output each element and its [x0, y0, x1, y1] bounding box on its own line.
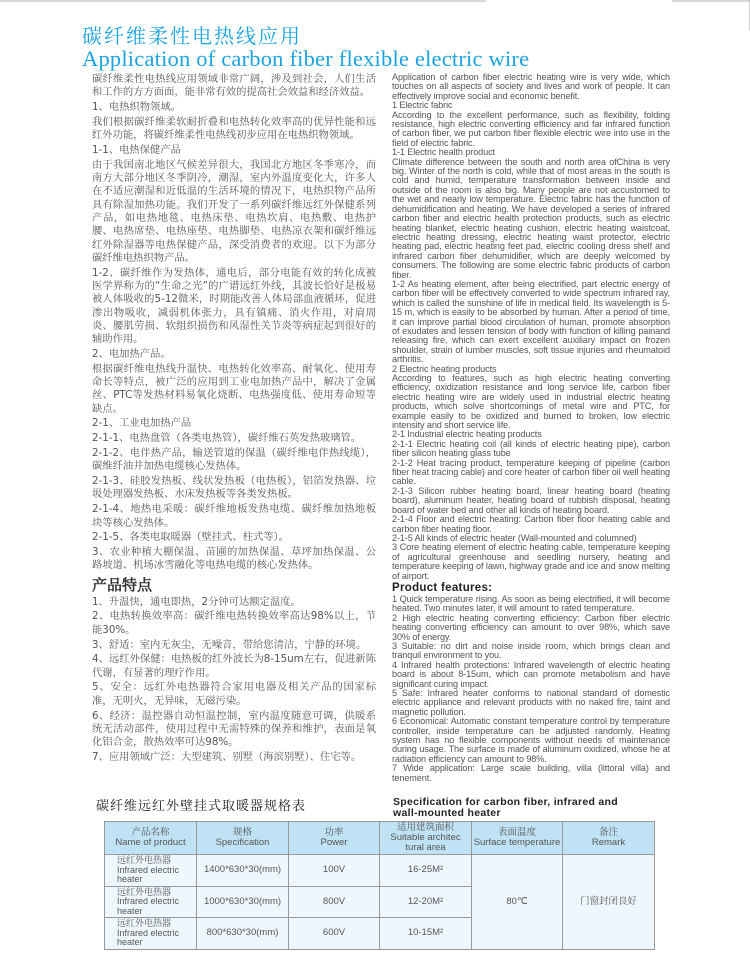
table-row — [105, 855, 655, 887]
feature-item: 5 Safe: Infrared heater conforms to national standard of domestic electric appliance and relevant products with no naked fire, taint and magnetic pollution. — [392, 688, 670, 717]
feature-item: 2 High electric heating converting efficiency: Carbon fiber electric heating converting efficiency can amount to over 98%, which save 30% of energy. — [392, 612, 670, 642]
paragraph: Climate difference between the south and north area ofChina is very big. Winter of the north is cold, while that of most areas in the south is cold and humid, temperature transformation between inside and outside of the room is also big. Many people are not accustomed to the wet and nearly low temperature. Electric fabric has the function of dehumidification and heating. We have developed a series of infrared carbon fiber and electric health protection products, such as electric heating blanket, electric heating cushion, electric heating waistcoat, electric heating dressing, electric heating waist protector, electric heating pad, electric heating feet pad, electric cooling dress shelf and infrared carbon fiber dehumidifier, which are deeply welcomed by consumers. The following are some electric fabric products of carbon fiber. — [392, 156, 670, 280]
paragraph: 碳纤维柔性电热线应用领域非常广阔，涉及到社会，人们生活和工作的方方面面，能非常有效的提高社会效益和经济效益。 — [92, 73, 376, 99]
top-divider-right — [672, 0, 750, 2]
paragraph: According to features, such as high electric heating converting efficiency, oxidization resistance and long service life, carbon fiber electric heating wire are widely used in industrial electric heating products, which solve shortcomings of metal wire and PTC, for example easily to be oxidized and burned to broken, low electric intensity and short service life. — [392, 373, 670, 431]
cell-power: 800V — [289, 886, 380, 918]
cell-power: 100V — [289, 855, 380, 887]
paragraph: 2-1-2、电伴热产品，输送管道的保温（碳纤维电伴热线缆），碳维纤油井加热电缆核心发热体。 — [92, 447, 376, 473]
feature-item: 6 Economical: Automatic constant temperature control by temperature controller, inside temperature can be adjusted randomly. Heating system has no flexible components without needs of maintenance during usage. The surface is made of aluminum oxidized, whose he at radiation efficiency can amount to 98%. — [392, 716, 670, 764]
paragraph: 2-1 Industrial electric heating products — [392, 429, 542, 440]
paragraph: 2-1-1、电热盘管（各类电热管），碳纤维石英发热玻璃管。 — [92, 432, 362, 445]
chinese-paragraphs — [92, 73, 376, 573]
feature-item: 1 Quick temperature rising. As soon as being electrified, it will become heated. Two minutes later, it will amount to rated temperature. — [392, 593, 670, 614]
cell-surface-temperature: 80℃ — [472, 855, 563, 950]
page-title-en: Application of carbon fiber flexible electric wire — [82, 46, 530, 71]
feature-item: 3、舒适：室内无灰尘，无噪音，带给您清洁，宁静的环境。 — [92, 638, 367, 651]
cell-spec: 1400*630*30(mm) — [197, 855, 289, 887]
paragraph: 1-1、电热保健产品 — [92, 143, 181, 156]
header-spec: 规格 Specification — [197, 822, 289, 855]
chinese-features — [92, 596, 376, 765]
paragraph: According to the excellent performance, such as flexibility, folding resistance, high electric converting efficiency and far infrared function of carbon fiber, we put carbon fiber flexible electric wire into use in the field of electric fabric. — [392, 109, 670, 148]
features-heading-cn: 产品特点 — [92, 575, 153, 594]
paragraph: 1-2 As heating element, after being electrified, part electric energy of carbon fiber will be effectively converted to wide spectrum infrared ray, which is called the sunshine of life in medical field. Its wavelength is 5-15 m, which is easily to be absorbed by human. After a period of time, it can improve partial blood circulation of human, promote absorption of exudates and lessen tension of body with function of killing painand releasing fire, which can exert excellent auxiliary impact on frozen shoulder, strain of lumber muscles, soft tissue injuries and rheumatoid arthritis. — [392, 278, 670, 365]
cell-name: 远红外电热器 Infrared electric heater — [105, 886, 197, 918]
table-title-en — [393, 797, 618, 819]
paragraph: 3 Core heating element of electric heating cable, temperature keeping of agricultural greenhouse and seedling nursery, heating and temperature keeping of lawn, highway grade and ice and snow melting of airport. — [392, 542, 670, 581]
table-title-en-line1: Specification for carbon fiber, infrared and — [393, 796, 618, 808]
cell-area: 12-20M² — [380, 886, 472, 918]
paragraph: 1 Electric fabric — [392, 100, 453, 111]
table-title-cn: 碳纤维远红外壁挂式取暖器规格表 — [96, 799, 307, 814]
feature-item: 3 Suitable: no dirt and noise inside room, which brings clean and tranquil environment to you. — [392, 640, 670, 661]
paragraph: Application of carbon fiber electric heating wire is very wide, which touches on all aspects of society and lives and work of people. It can effectively improve social and economic benefit. — [392, 72, 670, 101]
header-area: 适用建筑面积 Suitable architec tural area — [380, 822, 472, 855]
paragraph: 由于我国南北地区气候差异很大，我国北方地区冬季寒冷，而南方大部分地区冬季阴冷，潮湿，室内外温度变化大，许多人在不适应潮湿和近低温的生活环境的情况下，电热织物产品所具有除湿加热功能。我们开发了一系列碳纤维远红外保健系列产品，如电热地毯、电热床垫、电热坎肩、电热敷、电热护腰、电热席垫、电热座垫、电热脚垫、电热凉衣架和碳纤维远红外除湿器等电热保健产品，深受消费者的欢迎。以下为部分碳纤维电热织物产品。 — [92, 158, 376, 264]
paragraph: 2-1-4、地热电采暖：碳纤维地板发热电缆、碳纤维加热地板块等核心发热体。 — [92, 503, 376, 529]
paragraph: 2 Electric heating products — [392, 363, 497, 374]
cell-name: 远红外电热器 Infrared electric heater — [105, 855, 197, 887]
feature-item: 5、安全：远红外电热器符合家用电器及相关产品的国家标准，无明火，无异味，无磁污染。 — [92, 681, 376, 707]
feature-item: 4 Infrared health protections: Infrared wavelength of electric heating board is about 8-15um, which can promote metabolism and have significant curing impact. — [392, 659, 670, 689]
english-features — [392, 595, 670, 783]
paragraph: 2-1-5 All kinds of electric heater (Wall-mounted and columned) — [392, 532, 637, 543]
header-name: 产品名称 Name of product — [105, 822, 197, 855]
page-title-cn: 碳纤维柔性电热线应用 — [82, 24, 302, 48]
chinese-column — [92, 73, 376, 766]
cell-name: 远红外电热器 Infrared electric heater — [105, 918, 197, 950]
feature-item: 7、应用领域广泛：大型建筑、别墅（海滨别墅）、住宅等。 — [92, 750, 362, 763]
cell-remark: 门窗封闭良好 — [563, 855, 655, 950]
paragraph: 2-1-4 Floor and electric heating: Carbon fiber floor heating cable and carbon fiber heating floor. — [392, 514, 670, 534]
feature-item: 1、升温快，通电即热，2分钟可达额定温度。 — [92, 595, 301, 608]
header-temp: 表面温度 Surface temperature — [472, 822, 563, 855]
paragraph: 2-1-1 Electric heating coil (all kinds of electric heating pipe), carbon fiber silicon heating glass tube — [392, 438, 670, 459]
paragraph: 2-1、工业电加热产品 — [92, 417, 192, 430]
feature-item: 7 Wide application: Large scale building, villa (littoral villa) and tenement. — [392, 763, 670, 783]
paragraph: 1-2、碳纤维作为发热体，通电后，部分电能有效的转化成被医学界称为的“生命之光”的广谱远红外线，其波长恰好是极易被人体吸收的5-12微米，时期能改善人体局部血液循环，促进渗出物吸收，减弱机体张力，具有镇痛、消火作用，对肩周炎、腰肌劳损、软组织损伤和风湿性关节炎等病症起到很好的辅助作用。 — [92, 266, 376, 346]
top-divider — [0, 0, 486, 2]
feature-item: 4、远红外保健：电热板的红外波长为8-15um左右，促进新陈代谢，有显著的理疗作用。 — [92, 653, 376, 679]
paragraph: 1-1 Electric health product — [392, 147, 495, 158]
cell-spec: 1000*630*30(mm) — [197, 886, 289, 918]
paragraph: 2-1-3 Silicon rubber heating board, linear heating board (heating board), aluminum heater, heating board of rubbish disposal, heating board of water bed and other all kinds of heating board. — [392, 485, 670, 515]
table-title-en-line2: wall-mounted heater — [393, 807, 501, 819]
english-paragraphs — [392, 73, 670, 581]
paragraph: 根据碳纤维电热线升温快、电热转化效率高、耐氧化、使用寿命长等特点，被广泛的应用到工业电加热产品中，解决了金属丝、PTC等发热材料易氧化烧断、电热强度低、使用寿命短等缺点。 — [92, 362, 376, 415]
spec-table — [104, 821, 655, 950]
paragraph: 1、电热织物领域。 — [92, 101, 181, 114]
table-header-row — [105, 822, 655, 855]
feature-item: 2、电热转换效率高：碳纤维电热转换效率高达98%以上，节能30%。 — [92, 610, 376, 636]
paragraph: 3、农业种植大棚保温、苗圃的加热保温、草坪加热保温、公路坡道、机场冰雪融化等电热电缆的核心发热体。 — [92, 546, 376, 572]
paragraph: 2-1-2 Heat tracing product, temperature keeping of pipeline (carbon fiber heat tracing cable) and core heater of carbon fiber oil well heating cable. — [392, 457, 670, 487]
paragraph: 2、电加热产品。 — [92, 347, 171, 360]
paragraph: 2-1-5、各类电取暖器（壁挂式、柱式等）。 — [92, 531, 289, 544]
cell-power: 600V — [289, 918, 380, 950]
paragraph: 我们根据碳纤维柔软耐折叠和电热转化效率高的优异性能和远红外功能，将碳纤维柔性电热线初步应用在电热织物领域。 — [92, 115, 376, 142]
header-power: 功率 Power — [289, 822, 380, 855]
feature-item: 6、经济：温控器自动恒温控制，室内温度随意可调，供暖系统无活动部件，使用过程中无需特殊的保养和维护，表面是氧化铝合金，散热效率可达98%。 — [92, 709, 376, 749]
cell-area: 10-15M² — [380, 918, 472, 950]
cell-area: 16-25M² — [380, 855, 472, 887]
cell-spec: 800*630*30(mm) — [197, 918, 289, 950]
english-column — [392, 73, 670, 783]
features-heading-en: Product features: — [392, 581, 493, 594]
header-remark: 备注 Remark — [563, 822, 655, 855]
paragraph: 2-1-3、硅胶发热板、线状发热板（电热板），铝箔发热器、垃圾处理器发热板、水床发热板等各类发热板。 — [92, 475, 376, 501]
